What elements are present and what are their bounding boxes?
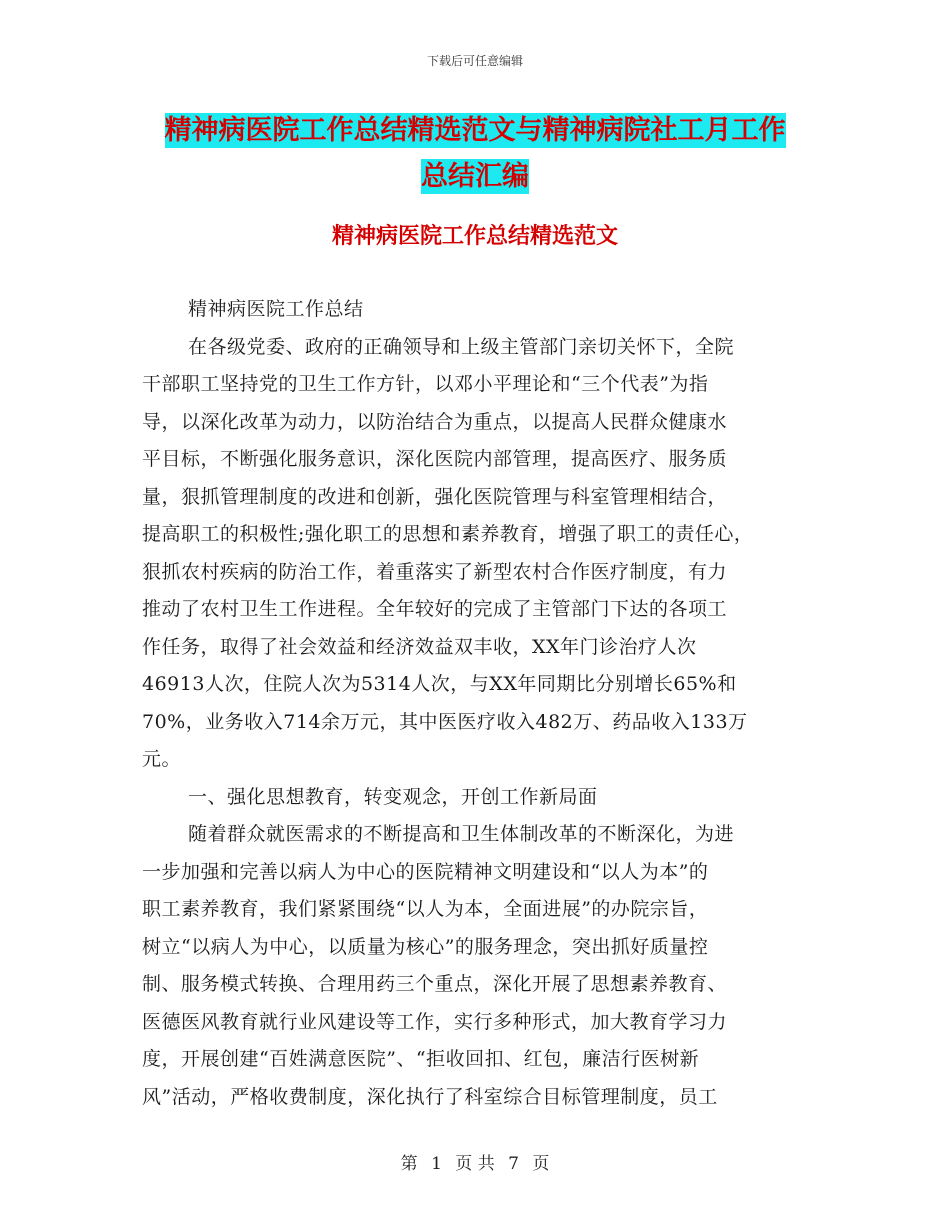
text-line: 制、服务模式转换、合理用药三个重点，深化开展了思想素养教育、 (142, 973, 728, 995)
footer-prefix: 第 (400, 1154, 418, 1174)
document-title-line2: 总结汇编 (421, 161, 529, 192)
text-line: 平目标，不断强化服务意识，深化医院内部管理，提高医疗、服务质 (142, 448, 728, 470)
text-line: 推动了农村卫生工作进程。全年较好的完成了主管部门下达的各项工 (142, 598, 728, 620)
text-line: 提高职工的积极性;强化职工的思想和素养教育，增强了职工的责任心， (142, 523, 754, 545)
text-line: 职工素养教育，我们紧紧围绕“以人为本，全面进展”的办院宗旨， (142, 898, 709, 920)
text-line: 树立“以病人为中心，以质量为核心”的服务理念，突出抓好质量控 (142, 935, 709, 958)
text-line: 70%，业务收入714余万元，其中医医疗收入482万、药品收入133万 (142, 710, 748, 733)
text-line: 医德医风教育就行业风建设等工作，实行多种形式，加大教育学习力 (142, 1010, 728, 1033)
document-title (140, 108, 810, 200)
body-text (142, 291, 814, 1116)
text-line: 风”活动，严格收费制度，深化执行了科室综合目标管理制度，员工 (142, 1085, 718, 1108)
text-line: 狠抓农村疾病的防治工作，着重落实了新型农村合作医疗制度，有力 (142, 560, 728, 583)
text-line: 46913人次，住院人次为5314人次，与XX年同期比分别增长65%和 (142, 673, 737, 695)
text-line: 量，狠抓管理制度的改进和创新，强化医院管理与科室管理相结合， (142, 485, 728, 508)
text-line: 干部职工坚持党的卫生工作方针，以邓小平理论和“三个代表”为指 (142, 373, 709, 395)
paragraph-heading: 一、强化思想教育，转变观念，开创工作新局面 (188, 785, 598, 808)
text-line: 元。 (142, 748, 182, 770)
footer-total-pages: 7 (508, 1154, 519, 1174)
text-line: 随着群众就医需求的不断提高和卫生体制改革的不断深化，为进 (188, 823, 735, 845)
footer-suffix: 页 (532, 1154, 550, 1174)
page-header-note: 下载后可任意编辑 (426, 54, 523, 68)
page-footer (0, 1152, 950, 1176)
text-line: 一步加强和完善以病人为中心的医院精神文明建设和“以人为本”的 (142, 860, 709, 883)
text-line: 作任务，取得了社会效益和经济效益双丰收，XX年门诊治疗人次 (142, 635, 697, 658)
footer-current-page: 1 (431, 1154, 442, 1174)
section-title: 精神病医院工作总结精选范文 (331, 224, 618, 249)
footer-middle: 页 共 (455, 1154, 495, 1174)
text-line: 度，开展创建“百姓满意医院”、“拒收回扣、红包，廉洁行医树新 (142, 1048, 700, 1070)
paragraph-heading: 精神病医院工作总结 (188, 298, 364, 320)
document-title-line1: 精神病医院工作总结精选范文与精神病院社工月工作 (164, 115, 786, 146)
text-line: 在各级党委、政府的正确领导和上级主管部门亲切关怀下，全院 (188, 335, 735, 358)
text-line: 导，以深化改革为动力，以防治结合为重点，以提高人民群众健康水 (142, 410, 728, 433)
